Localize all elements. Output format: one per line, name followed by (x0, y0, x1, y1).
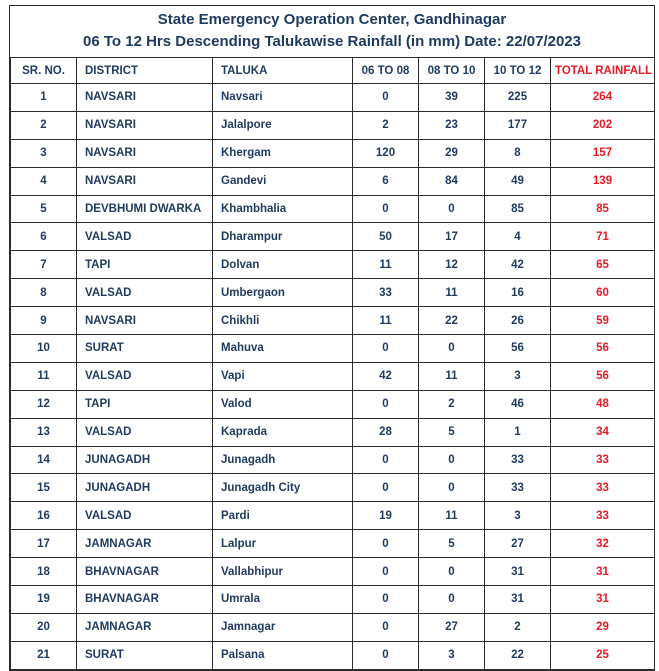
total-rainfall-cell: 33 (551, 474, 655, 502)
sr-no-cell: 14 (11, 446, 77, 474)
08-to-10-cell: 5 (419, 418, 485, 446)
10-to-12-cell: 56 (485, 335, 551, 363)
06-to-08-cell: 0 (353, 335, 419, 363)
10-to-12-cell: 27 (485, 530, 551, 558)
total-rainfall-cell: 139 (551, 167, 655, 195)
table-header-row (11, 58, 655, 84)
06-to-08-cell: 33 (353, 279, 419, 307)
header-total-rainfall: TOTAL RAINFALL (551, 58, 655, 84)
district-cell: VALSAD (77, 502, 213, 530)
10-to-12-cell: 42 (485, 251, 551, 279)
total-rainfall-cell: 71 (551, 223, 655, 251)
district-cell: VALSAD (77, 418, 213, 446)
district-cell: BHAVNAGAR (77, 586, 213, 614)
taluka-cell: Dolvan (213, 251, 353, 279)
06-to-08-cell: 6 (353, 167, 419, 195)
08-to-10-cell: 27 (419, 613, 485, 641)
sr-no-cell: 12 (11, 390, 77, 418)
06-to-08-cell: 0 (353, 586, 419, 614)
08-to-10-cell: 0 (419, 195, 485, 223)
total-rainfall-cell: 29 (551, 613, 655, 641)
06-to-08-cell: 0 (353, 530, 419, 558)
06-to-08-cell: 0 (353, 390, 419, 418)
district-cell: DEVBHUMI DWARKA (77, 195, 213, 223)
sr-no-cell: 9 (11, 307, 77, 335)
district-cell: NAVSARI (77, 111, 213, 139)
total-rainfall-cell: 264 (551, 84, 655, 112)
total-rainfall-cell: 157 (551, 139, 655, 167)
taluka-cell: Vapi (213, 362, 353, 390)
10-to-12-cell: 31 (485, 586, 551, 614)
taluka-cell: Navsari (213, 84, 353, 112)
table-row (11, 446, 655, 474)
sr-no-cell: 5 (11, 195, 77, 223)
06-to-08-cell: 50 (353, 223, 419, 251)
total-rainfall-cell: 31 (551, 586, 655, 614)
08-to-10-cell: 17 (419, 223, 485, 251)
10-to-12-cell: 8 (485, 139, 551, 167)
10-to-12-cell: 16 (485, 279, 551, 307)
header-sr-no: SR. NO. (11, 58, 77, 84)
title-line-2: 06 To 12 Hrs Descending Talukawise Rainfall (in mm) Date: 22/07/2023 (83, 33, 581, 50)
taluka-cell: Junagadh (213, 446, 353, 474)
total-rainfall-cell: 33 (551, 502, 655, 530)
10-to-12-cell: 22 (485, 641, 551, 669)
table-row (11, 84, 655, 112)
sr-no-cell: 11 (11, 362, 77, 390)
08-to-10-cell: 39 (419, 84, 485, 112)
table-body (11, 84, 655, 670)
10-to-12-cell: 33 (485, 474, 551, 502)
table-row (11, 418, 655, 446)
district-cell: NAVSARI (77, 84, 213, 112)
10-to-12-cell: 3 (485, 362, 551, 390)
08-to-10-cell: 0 (419, 446, 485, 474)
header-taluka: TALUKA (213, 58, 353, 84)
table-row (11, 279, 655, 307)
district-cell: VALSAD (77, 362, 213, 390)
sr-no-cell: 13 (11, 418, 77, 446)
rainfall-table (10, 57, 655, 670)
table-row (11, 195, 655, 223)
table-row (11, 613, 655, 641)
district-cell: NAVSARI (77, 307, 213, 335)
sr-no-cell: 19 (11, 586, 77, 614)
sr-no-cell: 21 (11, 641, 77, 669)
district-cell: SURAT (77, 335, 213, 363)
taluka-cell: Umrala (213, 586, 353, 614)
total-rainfall-cell: 34 (551, 418, 655, 446)
08-to-10-cell: 0 (419, 474, 485, 502)
total-rainfall-cell: 59 (551, 307, 655, 335)
table-row (11, 558, 655, 586)
taluka-cell: Lalpur (213, 530, 353, 558)
title-line-1: State Emergency Operation Center, Gandhinagar (157, 11, 507, 28)
06-to-08-cell: 42 (353, 362, 419, 390)
table-row (11, 139, 655, 167)
total-rainfall-cell: 33 (551, 446, 655, 474)
district-cell: VALSAD (77, 279, 213, 307)
sr-no-cell: 16 (11, 502, 77, 530)
06-to-08-cell: 28 (353, 418, 419, 446)
taluka-cell: Kaprada (213, 418, 353, 446)
district-cell: JUNAGADH (77, 446, 213, 474)
sr-no-cell: 17 (11, 530, 77, 558)
sr-no-cell: 7 (11, 251, 77, 279)
sr-no-cell: 10 (11, 335, 77, 363)
table-row (11, 474, 655, 502)
total-rainfall-cell: 60 (551, 279, 655, 307)
total-rainfall-cell: 56 (551, 335, 655, 363)
taluka-cell: Valod (213, 390, 353, 418)
10-to-12-cell: 225 (485, 84, 551, 112)
total-rainfall-cell: 56 (551, 362, 655, 390)
total-rainfall-cell: 48 (551, 390, 655, 418)
taluka-cell: Khergam (213, 139, 353, 167)
taluka-cell: Pardi (213, 502, 353, 530)
district-cell: VALSAD (77, 223, 213, 251)
taluka-cell: Mahuva (213, 335, 353, 363)
header-10-to-12: 10 TO 12 (485, 58, 551, 84)
08-to-10-cell: 84 (419, 167, 485, 195)
taluka-cell: Junagadh City (213, 474, 353, 502)
table-row (11, 335, 655, 363)
sr-no-cell: 20 (11, 613, 77, 641)
08-to-10-cell: 3 (419, 641, 485, 669)
10-to-12-cell: 2 (485, 613, 551, 641)
taluka-cell: Chikhli (213, 307, 353, 335)
table-row (11, 586, 655, 614)
district-cell: BHAVNAGAR (77, 558, 213, 586)
district-cell: NAVSARI (77, 139, 213, 167)
08-to-10-cell: 11 (419, 502, 485, 530)
header-district: DISTRICT (77, 58, 213, 84)
district-cell: JAMNAGAR (77, 613, 213, 641)
sr-no-cell: 1 (11, 84, 77, 112)
district-cell: TAPI (77, 251, 213, 279)
06-to-08-cell: 0 (353, 613, 419, 641)
sr-no-cell: 2 (11, 111, 77, 139)
table-row (11, 223, 655, 251)
06-to-08-cell: 0 (353, 195, 419, 223)
taluka-cell: Jamnagar (213, 613, 353, 641)
table-row (11, 307, 655, 335)
header-06-to-08: 06 TO 08 (353, 58, 419, 84)
taluka-cell: Khambhalia (213, 195, 353, 223)
rainfall-report (9, 5, 655, 671)
taluka-cell: Dharampur (213, 223, 353, 251)
06-to-08-cell: 0 (353, 446, 419, 474)
06-to-08-cell: 0 (353, 84, 419, 112)
report-title (10, 6, 654, 57)
08-to-10-cell: 12 (419, 251, 485, 279)
06-to-08-cell: 0 (353, 558, 419, 586)
taluka-cell: Gandevi (213, 167, 353, 195)
08-to-10-cell: 0 (419, 558, 485, 586)
08-to-10-cell: 11 (419, 279, 485, 307)
taluka-cell: Palsana (213, 641, 353, 669)
district-cell: SURAT (77, 641, 213, 669)
sr-no-cell: 8 (11, 279, 77, 307)
table-row (11, 111, 655, 139)
10-to-12-cell: 33 (485, 446, 551, 474)
10-to-12-cell: 3 (485, 502, 551, 530)
10-to-12-cell: 4 (485, 223, 551, 251)
06-to-08-cell: 0 (353, 641, 419, 669)
10-to-12-cell: 31 (485, 558, 551, 586)
10-to-12-cell: 26 (485, 307, 551, 335)
sr-no-cell: 3 (11, 139, 77, 167)
08-to-10-cell: 5 (419, 530, 485, 558)
table-row (11, 641, 655, 669)
10-to-12-cell: 46 (485, 390, 551, 418)
total-rainfall-cell: 32 (551, 530, 655, 558)
table-row (11, 390, 655, 418)
district-cell: NAVSARI (77, 167, 213, 195)
total-rainfall-cell: 202 (551, 111, 655, 139)
06-to-08-cell: 2 (353, 111, 419, 139)
08-to-10-cell: 23 (419, 111, 485, 139)
06-to-08-cell: 0 (353, 474, 419, 502)
district-cell: JAMNAGAR (77, 530, 213, 558)
total-rainfall-cell: 25 (551, 641, 655, 669)
total-rainfall-cell: 85 (551, 195, 655, 223)
10-to-12-cell: 1 (485, 418, 551, 446)
table-row (11, 362, 655, 390)
08-to-10-cell: 22 (419, 307, 485, 335)
06-to-08-cell: 120 (353, 139, 419, 167)
total-rainfall-cell: 65 (551, 251, 655, 279)
header-08-to-10: 08 TO 10 (419, 58, 485, 84)
08-to-10-cell: 29 (419, 139, 485, 167)
10-to-12-cell: 49 (485, 167, 551, 195)
10-to-12-cell: 85 (485, 195, 551, 223)
table-row (11, 502, 655, 530)
total-rainfall-cell: 31 (551, 558, 655, 586)
06-to-08-cell: 11 (353, 251, 419, 279)
08-to-10-cell: 0 (419, 586, 485, 614)
taluka-cell: Vallabhipur (213, 558, 353, 586)
table-row (11, 167, 655, 195)
taluka-cell: Jalalpore (213, 111, 353, 139)
sr-no-cell: 15 (11, 474, 77, 502)
table-row (11, 530, 655, 558)
08-to-10-cell: 11 (419, 362, 485, 390)
10-to-12-cell: 177 (485, 111, 551, 139)
06-to-08-cell: 19 (353, 502, 419, 530)
district-cell: TAPI (77, 390, 213, 418)
table-row (11, 251, 655, 279)
sr-no-cell: 18 (11, 558, 77, 586)
08-to-10-cell: 2 (419, 390, 485, 418)
06-to-08-cell: 11 (353, 307, 419, 335)
district-cell: JUNAGADH (77, 474, 213, 502)
sr-no-cell: 6 (11, 223, 77, 251)
sr-no-cell: 4 (11, 167, 77, 195)
08-to-10-cell: 0 (419, 335, 485, 363)
taluka-cell: Umbergaon (213, 279, 353, 307)
